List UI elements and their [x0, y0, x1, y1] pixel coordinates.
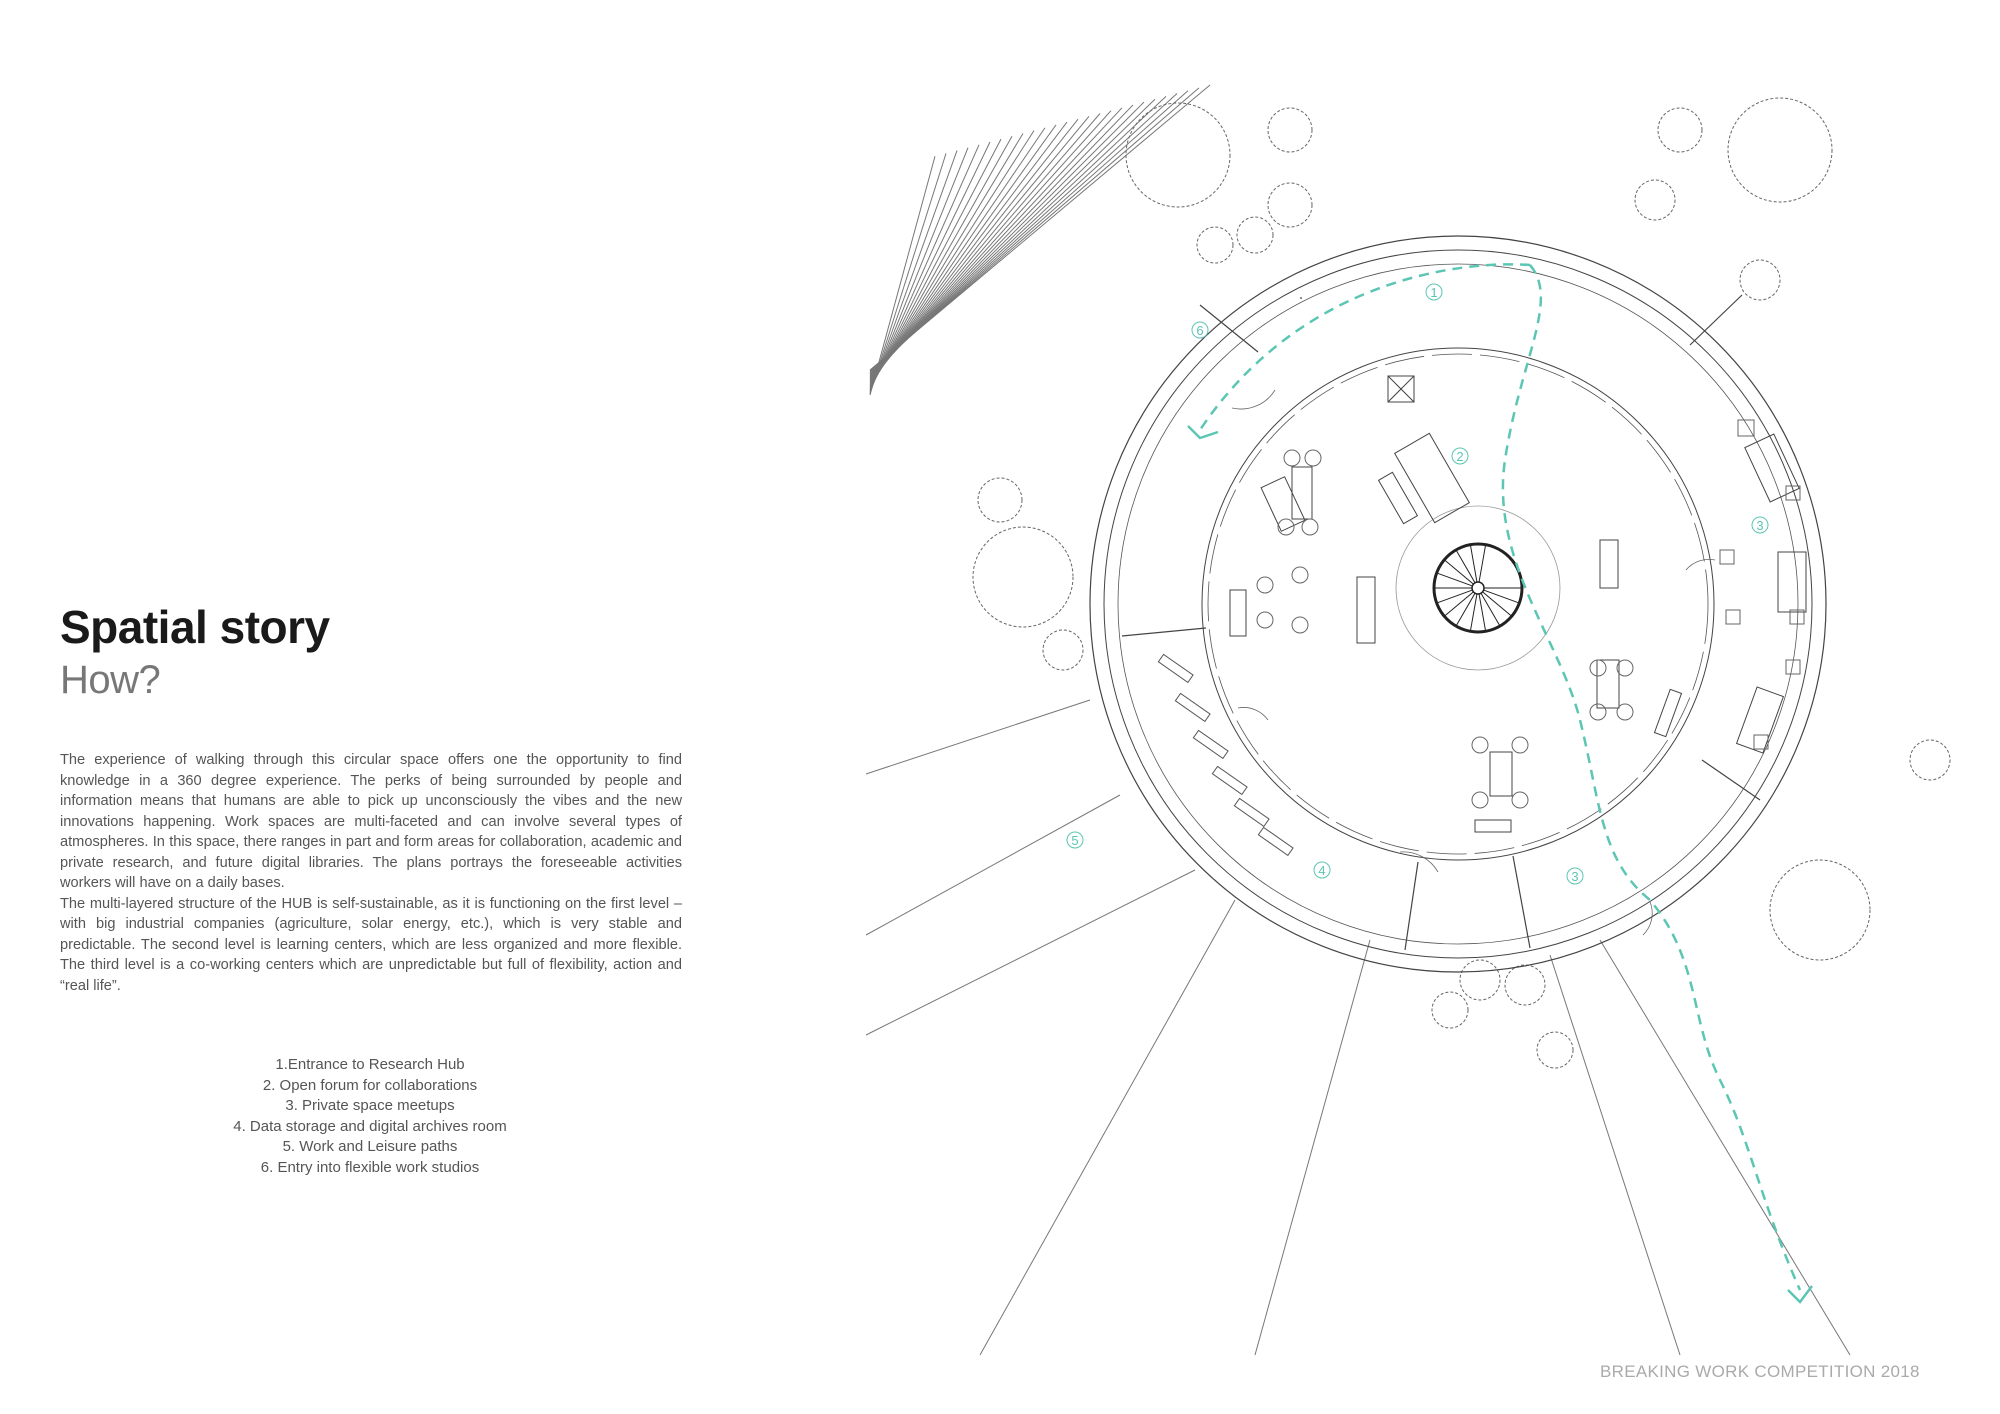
pergola-slats	[870, 85, 1210, 395]
chairs	[1257, 420, 1804, 808]
marker-2	[1452, 448, 1468, 464]
legend-item: 6. Entry into flexible work studios	[260, 1158, 480, 1176]
page-subtitle: How?	[60, 658, 161, 702]
marker-3-south	[1567, 868, 1583, 884]
description-paragraph-2: The multi-layered structure of the HUB is self-sustainable, as it is functioning on the first level – with big industrial companies (agriculture, solar energy, etc.), which is very stable and predictable. The second level is learning centers, which are less organized and more flexible. The third level is a co-working centers which are unpredictable but full of flexibility, action and “real life”.	[60, 895, 682, 994]
marker-3-south-label: 3	[1571, 869, 1579, 884]
trees	[973, 98, 1950, 1068]
marker-3-east-label: 3	[1756, 518, 1764, 533]
footer-credit: BREAKING WORK COMPETITION 2018	[1600, 1362, 1920, 1381]
door-swings	[1232, 390, 1715, 935]
marker-6-label: 6	[1196, 323, 1204, 338]
marker-1-label: 1	[1430, 285, 1438, 300]
legend-item: 2. Open forum for collaborations	[262, 1076, 478, 1094]
legend-item: 1.Entrance to Research Hub	[275, 1056, 465, 1073]
marker-1	[1426, 284, 1442, 300]
marker-4	[1314, 862, 1330, 878]
circulation-path	[1200, 264, 1800, 1290]
legend-item: 4. Data storage and digital archives room	[233, 1117, 507, 1135]
description-paragraph-1: The experience of walking through this circular space offers one the opportunity to find knowledge in a 360 degree experience. The perks of being surrounded by people and information means that humans are able to pick up unconsciously the vibes and the new innovations happening. Work spaces are multi-faceted and can involve several types of atmospheres. In this space, there ranges in part and form areas for collaboration, academic and private research, and future digital libraries. The plans portrays the foreseeable activities workers will have on a daily bases.	[60, 752, 682, 891]
marker-4-label: 4	[1318, 863, 1326, 878]
plan-markers	[1067, 284, 1768, 884]
building-rings	[1090, 236, 1826, 972]
page-title: Spatial story	[60, 601, 330, 653]
archive-shelves	[1158, 654, 1293, 855]
spiral-stair	[1396, 506, 1560, 670]
legend-item: 3. Private space meetups	[285, 1097, 455, 1114]
marker-5-label: 5	[1071, 833, 1079, 848]
marker-3-east	[1752, 517, 1768, 533]
marker-6	[1192, 322, 1208, 338]
ground-path-lines	[866, 700, 1850, 1355]
marker-5	[1067, 832, 1083, 848]
partition-walls	[1122, 295, 1760, 950]
marker-2-label: 2	[1456, 449, 1464, 464]
legend-item: 5. Work and Leisure paths	[282, 1138, 458, 1155]
